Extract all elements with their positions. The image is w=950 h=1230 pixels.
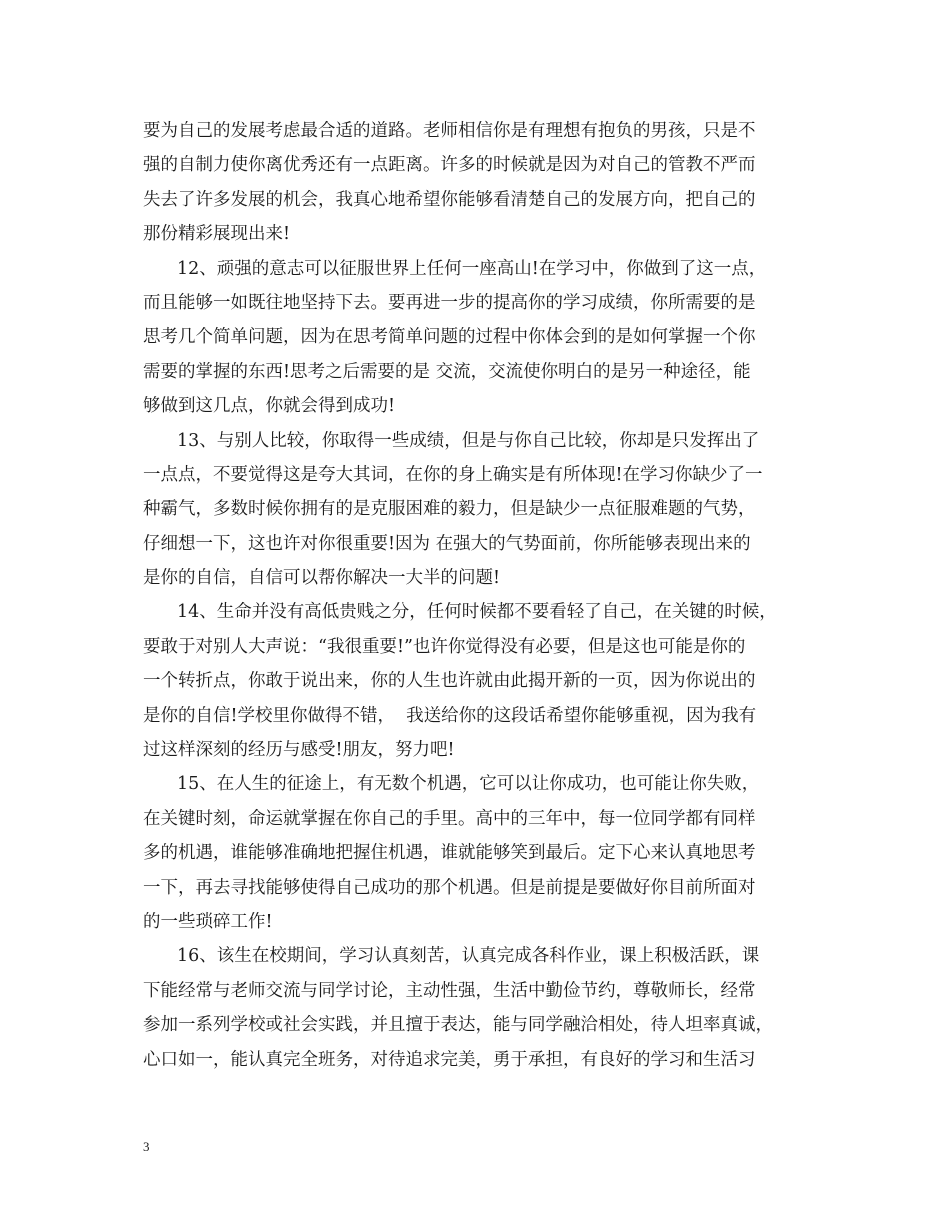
text-line: 一下，再去寻找能够使得自己成功的那个机遇。但是前提是要做好你目前所面对 xyxy=(143,877,756,898)
text-line: 种霸气，多数时候你拥有的是克服困难的毅力，但是缺少一点征服难题的气势， xyxy=(143,499,756,520)
text-line: 要为自己的发展考虑最合适的道路。老师相信你是有理想有抱负的男孩，只是不 xyxy=(143,121,756,141)
text-line: 强的自制力使你离优秀还有一点距离。许多的时候就是因为对自己的管教不严而 xyxy=(143,155,756,176)
paragraph-start-14: 14、生命并没有高低贵贱之分，任何时候都不要看轻了自己，在关键的时候， xyxy=(177,602,777,623)
body-text xyxy=(143,114,823,1077)
text-line: 心口如一，能认真完全班务，对待追求完美，勇于承担，有良好的学习和生活习 xyxy=(143,1049,756,1070)
text-line: 仔细想一下，这也许对你很重要!因为 在强大的气势面前，你所能够表现出来的 xyxy=(143,533,751,554)
paragraph-start-13: 13、与别人比较，你取得一些成绩，但是与你自己比较，你却是只发挥出了 xyxy=(177,430,760,451)
text-line: 参加一系列学校或社会实践，并且擅于表达，能与同学融洽相处，待人坦率真诚， xyxy=(143,1015,773,1036)
text-line: 在关键时刻，命运就掌握在你自己的手里。高中的三年中，每一位同学都有同样 xyxy=(143,808,756,829)
text-line: 过这样深刻的经历与感受!朋友，努力吧! xyxy=(143,740,455,761)
text-line: 下能经常与老师交流与同学讨论，主动性强，生活中勤俭节约，尊敬师长，经常 xyxy=(143,980,756,1001)
paragraph-start-12: 12、顽强的意志可以征服世界上任何一座高山!在学习中，你做到了这一点， xyxy=(177,258,767,279)
text-line: 的一些琐碎工作! xyxy=(143,911,273,932)
text-line: 是你的自信，自信可以帮你解决一大半的问题! xyxy=(143,568,501,589)
text-line: 那份精彩展现出来! xyxy=(143,224,291,245)
paragraph-start-16: 16、该生在校期间，学习认真刻苦，认真完成各科作业，课上积极活跃，课 xyxy=(177,946,760,967)
text-line: 多的机遇，谁能够准确地把握住机遇，谁就能够笑到最后。定下心来认真地思考 xyxy=(143,843,756,864)
text-line: 一个转折点，你敢于说出来，你的人生也许就由此揭开新的一页，因为你说出的 xyxy=(143,671,756,692)
text-line: 失去了许多发展的机会，我真心地希望你能够看清楚自己的发展方向，把自己的 xyxy=(143,189,756,210)
text-line: 而且能够一如既往地坚持下去。要再进一步的提高你的学习成绩，你所需要的是 xyxy=(143,292,756,313)
text-line: 够做到这几点，你就会得到成功! xyxy=(143,396,396,417)
text-line: 需要的掌握的东西!思考之后需要的是 交流，交流使你明白的是另一种途径，能 xyxy=(143,361,751,382)
paragraph-start-15: 15、在人生的征途上，有无数个机遇，它可以让你成功，也可能让你失败， xyxy=(177,774,760,795)
text-line: 要敢于对别人大声说：“我很重要!”也许你觉得没有必要，但是这也可能是你的 xyxy=(143,636,746,657)
text-line: 思考几个简单问题，因为在思考简单问题的过程中你体会到的是如何掌握一个你 xyxy=(143,327,756,348)
text-line: 一点点，不要觉得这是夸大其词，在你的身上确实是有所体现!在学习你缺少了一 xyxy=(143,464,763,485)
page-number: 3 xyxy=(143,1139,150,1154)
text-line: 是你的自信!学校里你做得不错， 我送给你的这段话希望你能够重视，因为我有 xyxy=(143,705,757,726)
